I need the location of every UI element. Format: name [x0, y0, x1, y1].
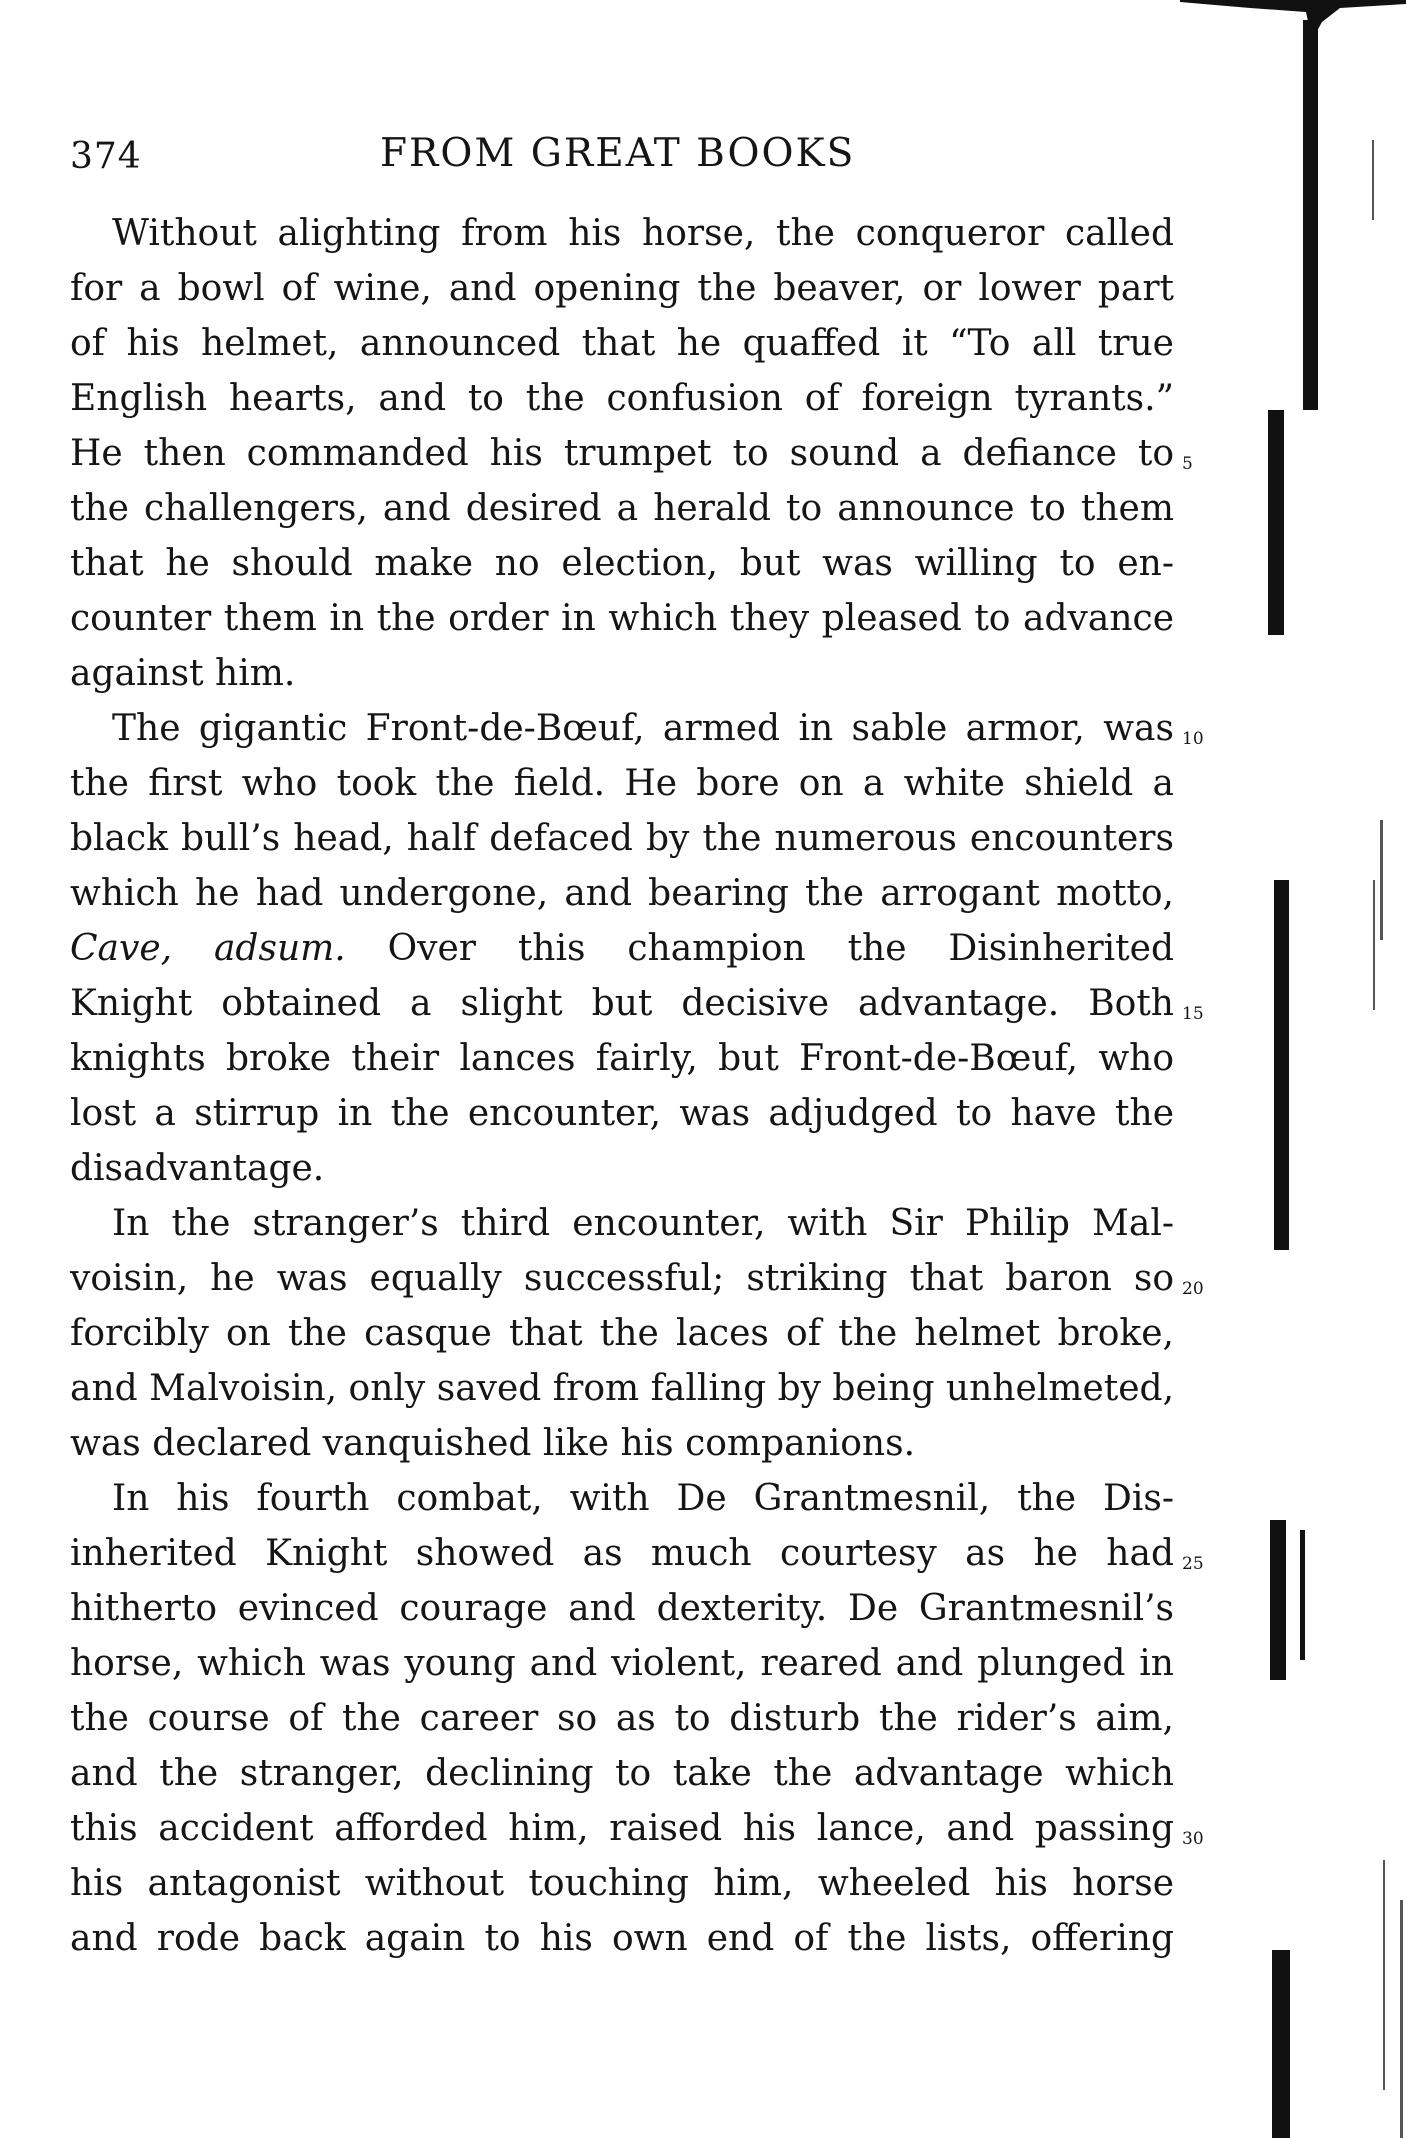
line-number: 15 — [1182, 1004, 1204, 1024]
edge-mark — [1372, 140, 1374, 220]
edge-mark — [1380, 820, 1383, 940]
corner-shadow-shape — [1180, 0, 1406, 40]
text-line: that he should make no election, but was willing to en- — [70, 543, 1174, 584]
edge-mark — [1400, 1900, 1403, 2138]
edge-bar — [1272, 1950, 1290, 2138]
text-line: and rode back again to his own end of the lists, offering — [70, 1918, 1174, 1959]
text-line: inherited Knight showed as much courtesy as he had — [70, 1533, 1174, 1574]
text-line: the course of the career so as to disturb the rider’s aim, — [70, 1698, 1174, 1739]
edge-mark — [1383, 1860, 1385, 2090]
text-line: the challengers, and desired a herald to announce to them — [70, 488, 1174, 529]
page-number: 374 — [70, 136, 142, 177]
text-line: horse, which was young and violent, reared and plunged in — [70, 1643, 1174, 1684]
text-line: which he had undergone, and bearing the arrogant motto, — [70, 873, 1174, 914]
text-line: The gigantic Front-de-Bœuf, armed in sable armor, was — [112, 708, 1174, 749]
text-line: In his fourth combat, with De Grantmesnil, the Dis- — [112, 1478, 1174, 1519]
text-line: of his helmet, announced that he quaffed it “To all true — [70, 323, 1174, 364]
text-line: knights broke their lances fairly, but Front-de-Bœuf, who — [70, 1038, 1174, 1079]
line-number: 20 — [1182, 1279, 1204, 1299]
text-line: his antagonist without touching him, wheeled his horse — [70, 1863, 1174, 1904]
line-number: 10 — [1182, 729, 1204, 749]
text-line: for a bowl of wine, and opening the beaver, or lower part — [70, 268, 1174, 309]
text-line: Without alighting from his horse, the conqueror called — [112, 213, 1174, 254]
text-line: forcibly on the casque that the laces of the helmet broke, — [70, 1313, 1174, 1354]
text-line: lost a stirrup in the encounter, was adjudged to have the — [70, 1093, 1174, 1134]
text-line: In the stranger’s third encounter, with Sir Philip Mal- — [112, 1203, 1174, 1244]
edge-bar — [1303, 20, 1318, 410]
edge-bar — [1270, 1520, 1286, 1680]
text-line: this accident afforded him, raised his lance, and passing — [70, 1808, 1174, 1849]
text-line: the first who took the field. He bore on a white shield a — [70, 763, 1174, 804]
text-line: and Malvoisin, only saved from falling by being unhelmeted, — [70, 1368, 1175, 1409]
text-line: voisin, he was equally successful; striking that baron so — [70, 1258, 1174, 1299]
text-line: counter them in the order in which they pleased to advance — [70, 598, 1174, 639]
line-number: 5 — [1182, 454, 1193, 474]
edge-bar — [1274, 880, 1289, 1250]
latin-motto: Cave, adsum. — [70, 928, 346, 969]
text-line: black bull’s head, half defaced by the numerous encounters — [70, 818, 1174, 859]
edge-bar — [1300, 1530, 1305, 1660]
text-line: hitherto evinced courage and dexterity. De Grantmesnil’s — [70, 1588, 1174, 1629]
running-head: FROM GREAT BOOKS — [380, 131, 856, 176]
text-line: disadvantage. — [70, 1148, 325, 1189]
line-number: 25 — [1182, 1554, 1204, 1574]
text-line: English hearts, and to the confusion of foreign tyrants.” — [70, 378, 1174, 419]
edge-bar — [1268, 410, 1284, 635]
text-line: Knight obtained a slight but decisive advantage. Both — [70, 983, 1174, 1024]
line-number: 30 — [1182, 1829, 1204, 1849]
edge-mark — [1373, 880, 1375, 1010]
text-run: Over this champion the Disinherited — [387, 928, 1174, 969]
text-line: was declared vanquished like his companions. — [70, 1423, 916, 1464]
text-line: He then commanded his trumpet to sound a defiance to — [70, 433, 1174, 474]
text-line: and the stranger, declining to take the advantage which — [70, 1753, 1174, 1794]
text-line: against him. — [70, 653, 296, 694]
text-line — [70, 922, 1174, 976]
